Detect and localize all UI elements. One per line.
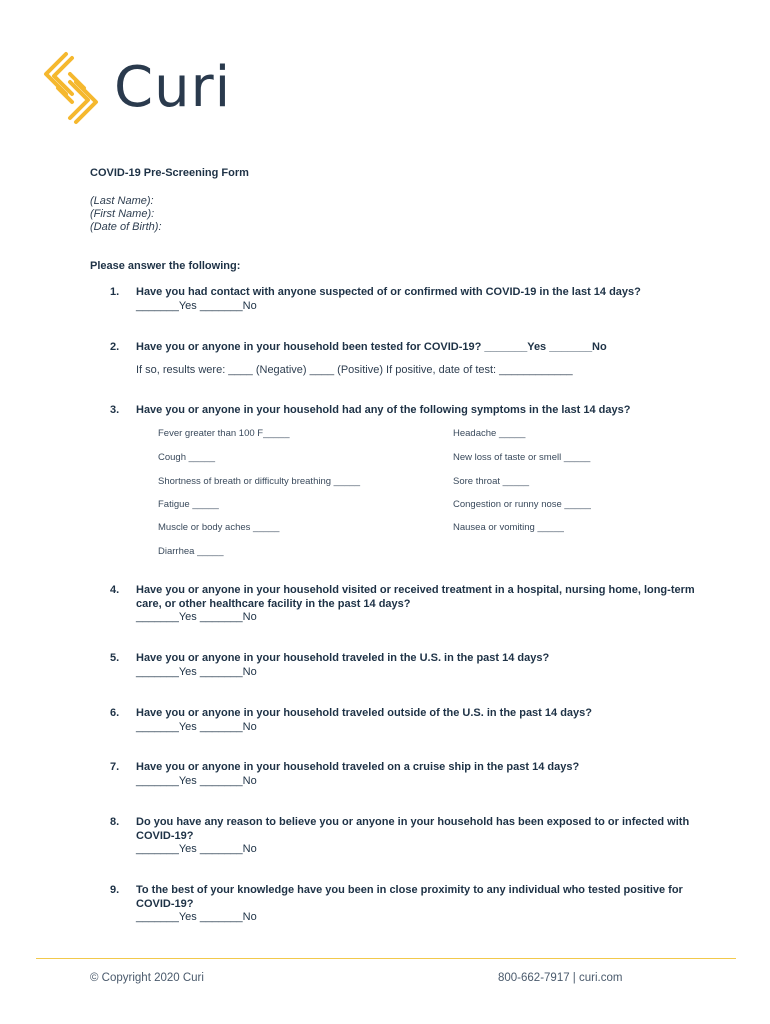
- symptom-shortness-of-breath[interactable]: Shortness of breath or difficulty breathing _____: [158, 476, 361, 487]
- question-number: 3.: [110, 404, 120, 416]
- question-7: [110, 761, 700, 788]
- symptom-cough[interactable]: Cough _____: [158, 452, 216, 463]
- symptom-loss-of-taste[interactable]: New loss of taste or smell _____: [453, 452, 591, 463]
- symptom-congestion[interactable]: Congestion or runny nose _____: [453, 499, 591, 510]
- curi-logo-icon: [36, 48, 106, 128]
- symptom-muscle-aches[interactable]: Muscle or body aches _____: [158, 522, 280, 533]
- question-text: Have you or anyone in your household traveled in the U.S. in the past 14 days?: [136, 652, 550, 664]
- yes-no-answer[interactable]: _______Yes _______No: [136, 299, 257, 312]
- brand-name: Curi: [114, 55, 232, 120]
- yes-no-answer[interactable]: _______Yes _______No: [136, 665, 257, 678]
- symptom-sore-throat[interactable]: Sore throat _____: [453, 476, 530, 487]
- form-title: COVID-19 Pre-Screening Form: [90, 167, 249, 179]
- symptom-headache[interactable]: Headache _____: [453, 428, 526, 439]
- question-text: Have you or anyone in your household visited or received treatment in a hospital, nursing home, long-term care, or other healthcare facility in the past 14 days?: [136, 584, 695, 610]
- yes-no-answer[interactable]: _______Yes _______No: [136, 774, 257, 787]
- question-text: Have you had contact with anyone suspected of or confirmed with COVID-19 in the last 14 days?: [136, 286, 641, 298]
- footer-divider: [36, 958, 736, 959]
- question-text: Do you have any reason to believe you or anyone in your household has been exposed to or infected with COVID-19?: [136, 816, 690, 842]
- question-6: [110, 707, 700, 734]
- brand-logo: [36, 48, 231, 128]
- footer-contact: 800-662-7917 | curi.com: [498, 972, 623, 984]
- question-text: Have you or anyone in your household traveled on a cruise ship in the past 14 days?: [136, 761, 580, 773]
- last-name-field: (Last Name):: [90, 195, 154, 207]
- question-text: To the best of your knowledge have you been in close proximity to any individual who tested positive for COVID-19?: [136, 884, 683, 910]
- question-2: [110, 341, 700, 376]
- question-number: 9.: [110, 884, 120, 896]
- question-text: Have you or anyone in your household had any of the following symptoms in the last 14 days?: [136, 404, 631, 416]
- question-number: 7.: [110, 761, 120, 773]
- yes-no-answer[interactable]: _______Yes _______No: [136, 611, 257, 623]
- question-text: Have you or anyone in your household traveled outside of the U.S. in the past 14 days?: [136, 707, 592, 719]
- test-results-followup[interactable]: If so, results were: ____ (Negative) ____ (Positive) If positive, date of test: ____________: [136, 363, 573, 376]
- yes-no-answer[interactable]: _______Yes _______No: [136, 911, 257, 923]
- yes-no-answer[interactable]: _______Yes _______No: [136, 720, 257, 733]
- question-text[interactable]: Have you or anyone in your household been tested for COVID-19? _______Yes _______No: [136, 341, 607, 353]
- question-number: 4.: [110, 584, 120, 596]
- symptom-fever[interactable]: Fever greater than 100 F_____: [158, 428, 290, 439]
- question-3: [110, 404, 700, 418]
- question-number: 2.: [110, 341, 120, 353]
- question-9: [110, 884, 700, 925]
- form-intro: Please answer the following:: [90, 260, 241, 272]
- footer-copyright: © Copyright 2020 Curi: [90, 972, 204, 984]
- first-name-field: (First Name):: [90, 208, 155, 220]
- question-8: [110, 816, 700, 857]
- question-1: [110, 286, 700, 313]
- symptom-fatigue[interactable]: Fatigue _____: [158, 499, 219, 510]
- question-4: [110, 584, 700, 625]
- date-of-birth-field: (Date of Birth):: [90, 221, 162, 233]
- question-number: 1.: [110, 286, 120, 298]
- question-5: [110, 652, 700, 679]
- question-number: 5.: [110, 652, 120, 664]
- question-number: 6.: [110, 707, 120, 719]
- question-number: 8.: [110, 816, 120, 828]
- symptom-diarrhea[interactable]: Diarrhea _____: [158, 546, 224, 557]
- symptom-nausea[interactable]: Nausea or vomiting _____: [453, 522, 564, 533]
- yes-no-answer[interactable]: _______Yes _______No: [136, 843, 257, 855]
